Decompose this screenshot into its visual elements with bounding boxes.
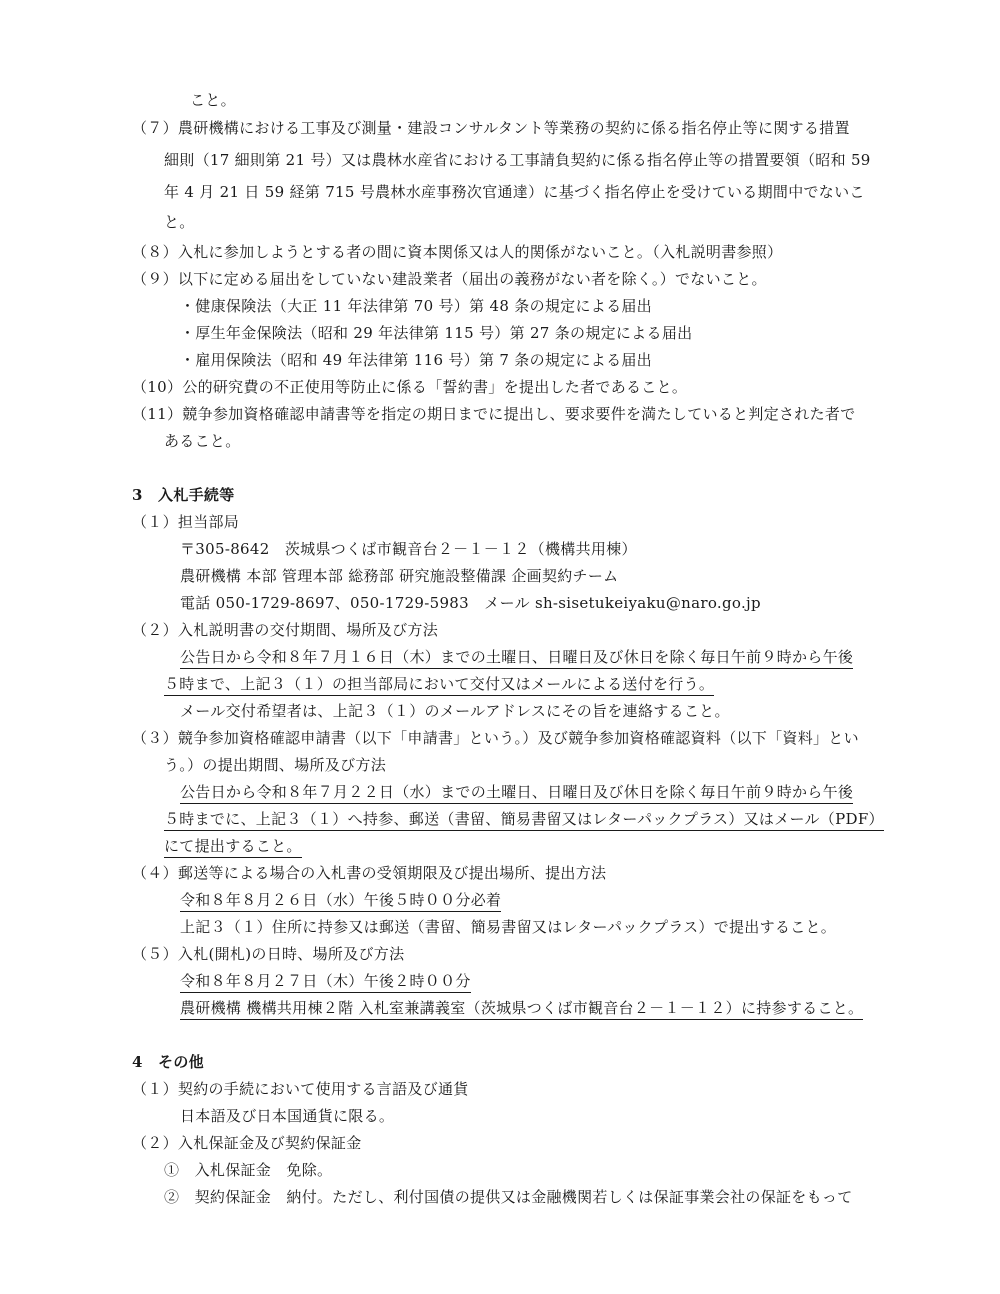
section-heading-4: 4 その他 bbox=[132, 1053, 204, 1071]
sub-heading: （３）競争参加資格確認申請書（以下「申請書」という。）及び競争参加資格確認資料（以下「資料」とい bbox=[132, 729, 859, 747]
sub-heading: （５）入札(開札)の日時、場所及び方法 bbox=[132, 945, 405, 963]
text-line: あること。 bbox=[164, 432, 241, 450]
text-line: 年 4 月 21 日 59 経第 715 号農林水産事務次官通達）に基づく指名停止を受けている期間中でないこ bbox=[164, 183, 865, 201]
underlined-text: 令和８年８月２６日（水）午後５時００分必着 bbox=[180, 890, 501, 912]
list-item-7: （７）農研機構における工事及び測量・建設コンサルタント等業務の契約に係る指名停止等に関する措置 bbox=[132, 119, 850, 137]
text-line: 農研機構 本部 管理本部 総務部 研究施設整備課 企画契約チーム bbox=[180, 567, 619, 585]
sub-heading: （１）担当部局 bbox=[132, 513, 240, 531]
sub-heading: （１）契約の手続において使用する言語及び通貨 bbox=[132, 1080, 469, 1098]
bullet-item: ・厚生年金保険法（昭和 29 年法律第 115 号）第 27 条の規定による届出 bbox=[180, 324, 693, 342]
sub-heading: （４）郵送等による場合の入札書の受領期限及び提出場所、提出方法 bbox=[132, 864, 607, 882]
list-item-10: （10）公的研究費の不正使用等防止に係る「誓約書」を提出した者であること。 bbox=[132, 378, 688, 396]
bullet-item: ・健康保険法（大正 11 年法律第 70 号）第 48 条の規定による届出 bbox=[180, 297, 652, 315]
text-line: メール交付希望者は、上記３（１）のメールアドレスにその旨を連絡すること。 bbox=[180, 702, 730, 720]
text-line: う。）の提出期間、場所及び方法 bbox=[164, 756, 387, 774]
underlined-text: 公告日から令和８年７月１６日（木）までの土曜日、日曜日及び休日を除く毎日午前９時から午後 bbox=[180, 647, 853, 669]
numbered-item: ② 契約保証金 納付。ただし、利付国債の提供又は金融機関若しくは保証事業会社の保証をもって bbox=[164, 1188, 853, 1206]
text-line: こと。 bbox=[190, 91, 236, 109]
text-line: 日本語及び日本国通貨に限る。 bbox=[180, 1107, 395, 1125]
underlined-text: ５時までに、上記３（１）へ持参、郵送（書留、簡易書留又はレターパックプラス）又はメール（PDF） bbox=[164, 809, 884, 831]
list-item-9: （９）以下に定める届出をしていない建設業者（届出の義務がない者を除く。）でないこと。 bbox=[132, 270, 767, 288]
text-line: 上記３（１）住所に持参又は郵送（書留、簡易書留又はレターパックプラス）で提出すること。 bbox=[180, 918, 837, 936]
underlined-text: 令和８年８月２７日（木）午後２時００分 bbox=[180, 971, 471, 993]
numbered-item: ① 入札保証金 免除。 bbox=[164, 1161, 333, 1179]
sub-heading: （２）入札保証金及び契約保証金 bbox=[132, 1134, 362, 1152]
section-heading-3: 3 入札手続等 bbox=[132, 486, 235, 504]
text-line: と。 bbox=[164, 213, 195, 231]
list-item-8: （８）入札に参加しようとする者の間に資本関係又は人的関係がないこと。（入札説明書参照） bbox=[132, 243, 783, 261]
underlined-text: ５時まで、上記３（１）の担当部局において交付又はメールによる送付を行う。 bbox=[164, 674, 714, 696]
list-item-11: （11）競争参加資格確認申請書等を指定の期日までに提出し、要求要件を満たしていると判定された者で bbox=[132, 405, 856, 423]
underlined-text: 農研機構 機構共用棟２階 入札室兼講義室（茨城県つくば市観音台２－１－１２）に持参すること。 bbox=[180, 998, 863, 1020]
text-line: 細則（17 細則第 21 号）又は農林水産省における工事請負契約に係る指名停止等の措置要領（昭和 59 bbox=[164, 151, 871, 169]
bullet-item: ・雇用保険法（昭和 49 年法律第 116 号）第 7 条の規定による届出 bbox=[180, 351, 652, 369]
underlined-text: 公告日から令和８年７月２２日（水）までの土曜日、日曜日及び休日を除く毎日午前９時から午後 bbox=[180, 782, 853, 804]
text-line: 〒305-8642 茨城県つくば市観音台２－１－１２（機構共用棟） bbox=[180, 540, 637, 558]
text-line: 電話 050-1729-8697、050-1729-5983 メール sh-sisetukeiyaku@naro.go.jp bbox=[180, 594, 761, 612]
sub-heading: （２）入札説明書の交付期間、場所及び方法 bbox=[132, 621, 439, 639]
underlined-text: にて提出すること。 bbox=[164, 836, 302, 858]
